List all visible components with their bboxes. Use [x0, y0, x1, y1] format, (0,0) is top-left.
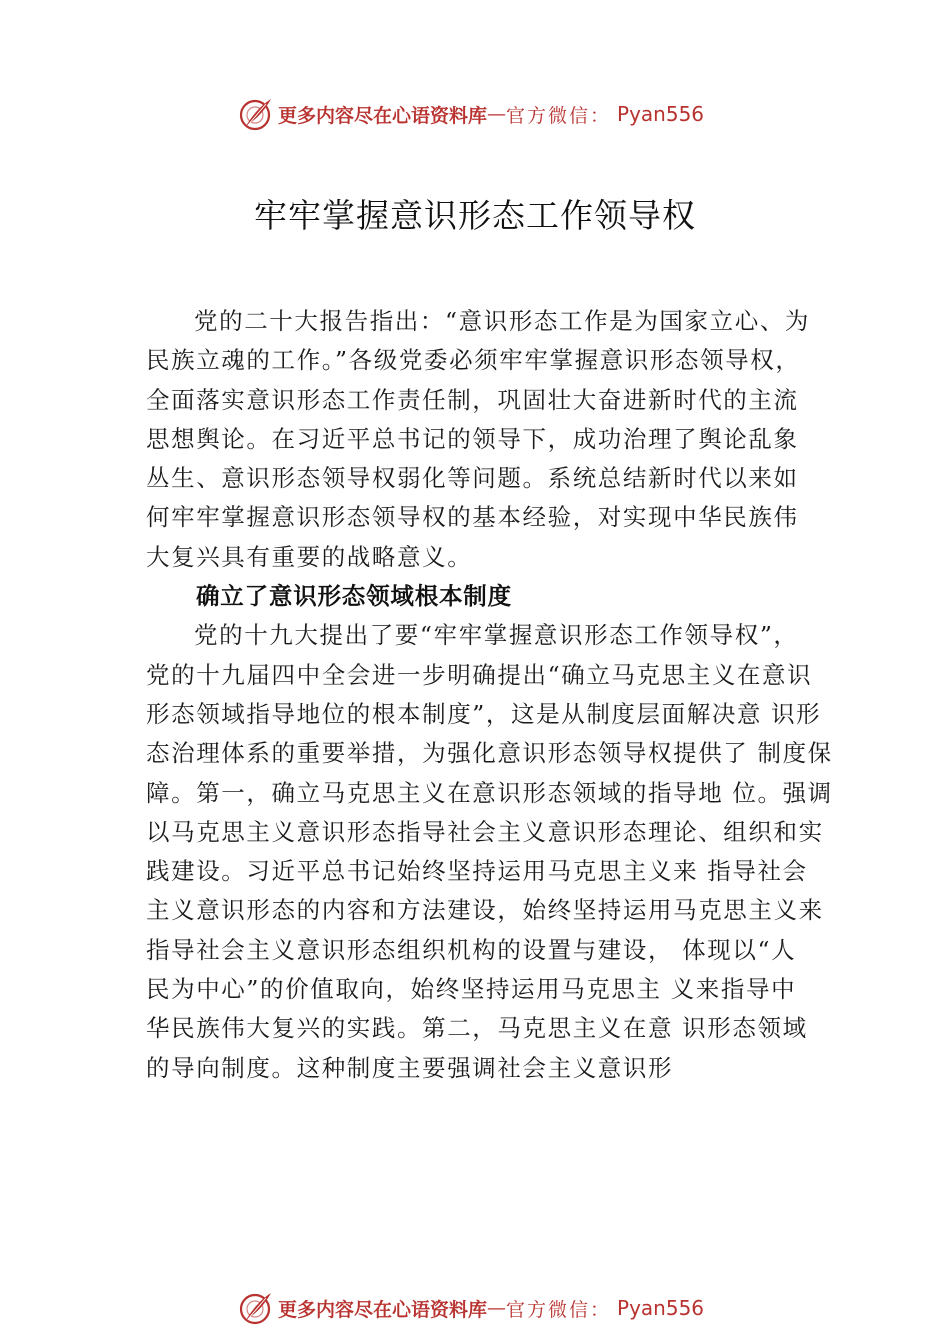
document-title: 牢牢掌握意识形态工作领导权: [254, 196, 696, 235]
paragraph-line: 党的二十大报告指出：“意识形态工作是为国家立心、为: [194, 307, 811, 335]
paragraph-line: 指导社会主义意识形态组织机构的设置与建设， 体现以“人: [146, 935, 797, 964]
banner-wechat-label: 官方微信：: [506, 104, 612, 127]
paragraph-line: 民族立魂的工作。”各级党委必须牢牢掌握意识形态领导权，: [146, 346, 801, 375]
paragraph-line: 思想舆论。在习近平总书记的领导下，成功治理了舆论乱象: [146, 424, 799, 453]
paragraph-line: 障。第一，确立马克思主义在意识形态领域的指导地 位。强调: [146, 778, 833, 807]
paragraph-line: 大复兴具有重要的战略意义。: [146, 542, 473, 571]
banner-dash: —: [487, 1297, 507, 1319]
section-heading: 确立了意识形态领域根本制度: [196, 582, 512, 611]
header-banner: [238, 94, 704, 134]
paragraph-line: 以马克思主义意识形态指导社会主义意识形态理论、组织和实: [146, 817, 824, 846]
paragraph-line: 党的十九大提出了要“牢牢掌握意识形态工作领导权”，: [194, 621, 799, 650]
paragraph-line: 民为中心”的价值取向，始终坚持运用马克思主 义来指导中: [146, 975, 797, 1004]
banner-dash: —: [487, 103, 507, 125]
document-body: [146, 302, 846, 1088]
banner-wechat-label: 官方微信：: [506, 1298, 612, 1321]
paragraph-line: 主义意识形态的内容和方法建设，始终坚持运用马克思主义来: [146, 896, 824, 925]
paragraph-line: 形态领域指导地位的根本制度”，这是从制度层面解决意 识形: [146, 699, 822, 728]
paragraph-line: 的导向制度。这种制度主要强调社会主义意识形: [146, 1053, 674, 1082]
banner-main-text: 更多内容尽在心语资料库: [278, 104, 488, 127]
paragraph-line: 践建设。习近平总书记始终坚持运用马克思主义来 指导社会: [146, 857, 808, 886]
paragraph-line: 态治理体系的重要举措，为强化意识形态领导权提供了 制度保: [146, 739, 833, 768]
paragraph-line: 全面落实意识形态工作责任制，巩固壮大奋进新时代的主流: [146, 385, 799, 414]
quill-logo-icon: [238, 96, 274, 132]
paragraph-line: 何牢牢掌握意识形态领导权的基本经验，对实现中华民族伟: [146, 503, 799, 532]
paragraph-line: 丛生、意识形态领导权弱化等问题。系统总结新时代以来如: [146, 464, 799, 493]
paragraph-line: 华民族伟大复兴的实践。第二，马克思主义在意 识形态领域: [146, 1014, 808, 1043]
footer-banner: [238, 1288, 704, 1328]
quill-logo-icon: [238, 1290, 274, 1326]
banner-main-text: 更多内容尽在心语资料库: [278, 1298, 488, 1321]
paragraph-line: 党的十九届四中全会进一步明确提出“确立马克思主义在意识: [146, 660, 813, 689]
banner-wechat-id: Pyan556: [617, 102, 705, 126]
banner-wechat-id: Pyan556: [617, 1296, 705, 1320]
